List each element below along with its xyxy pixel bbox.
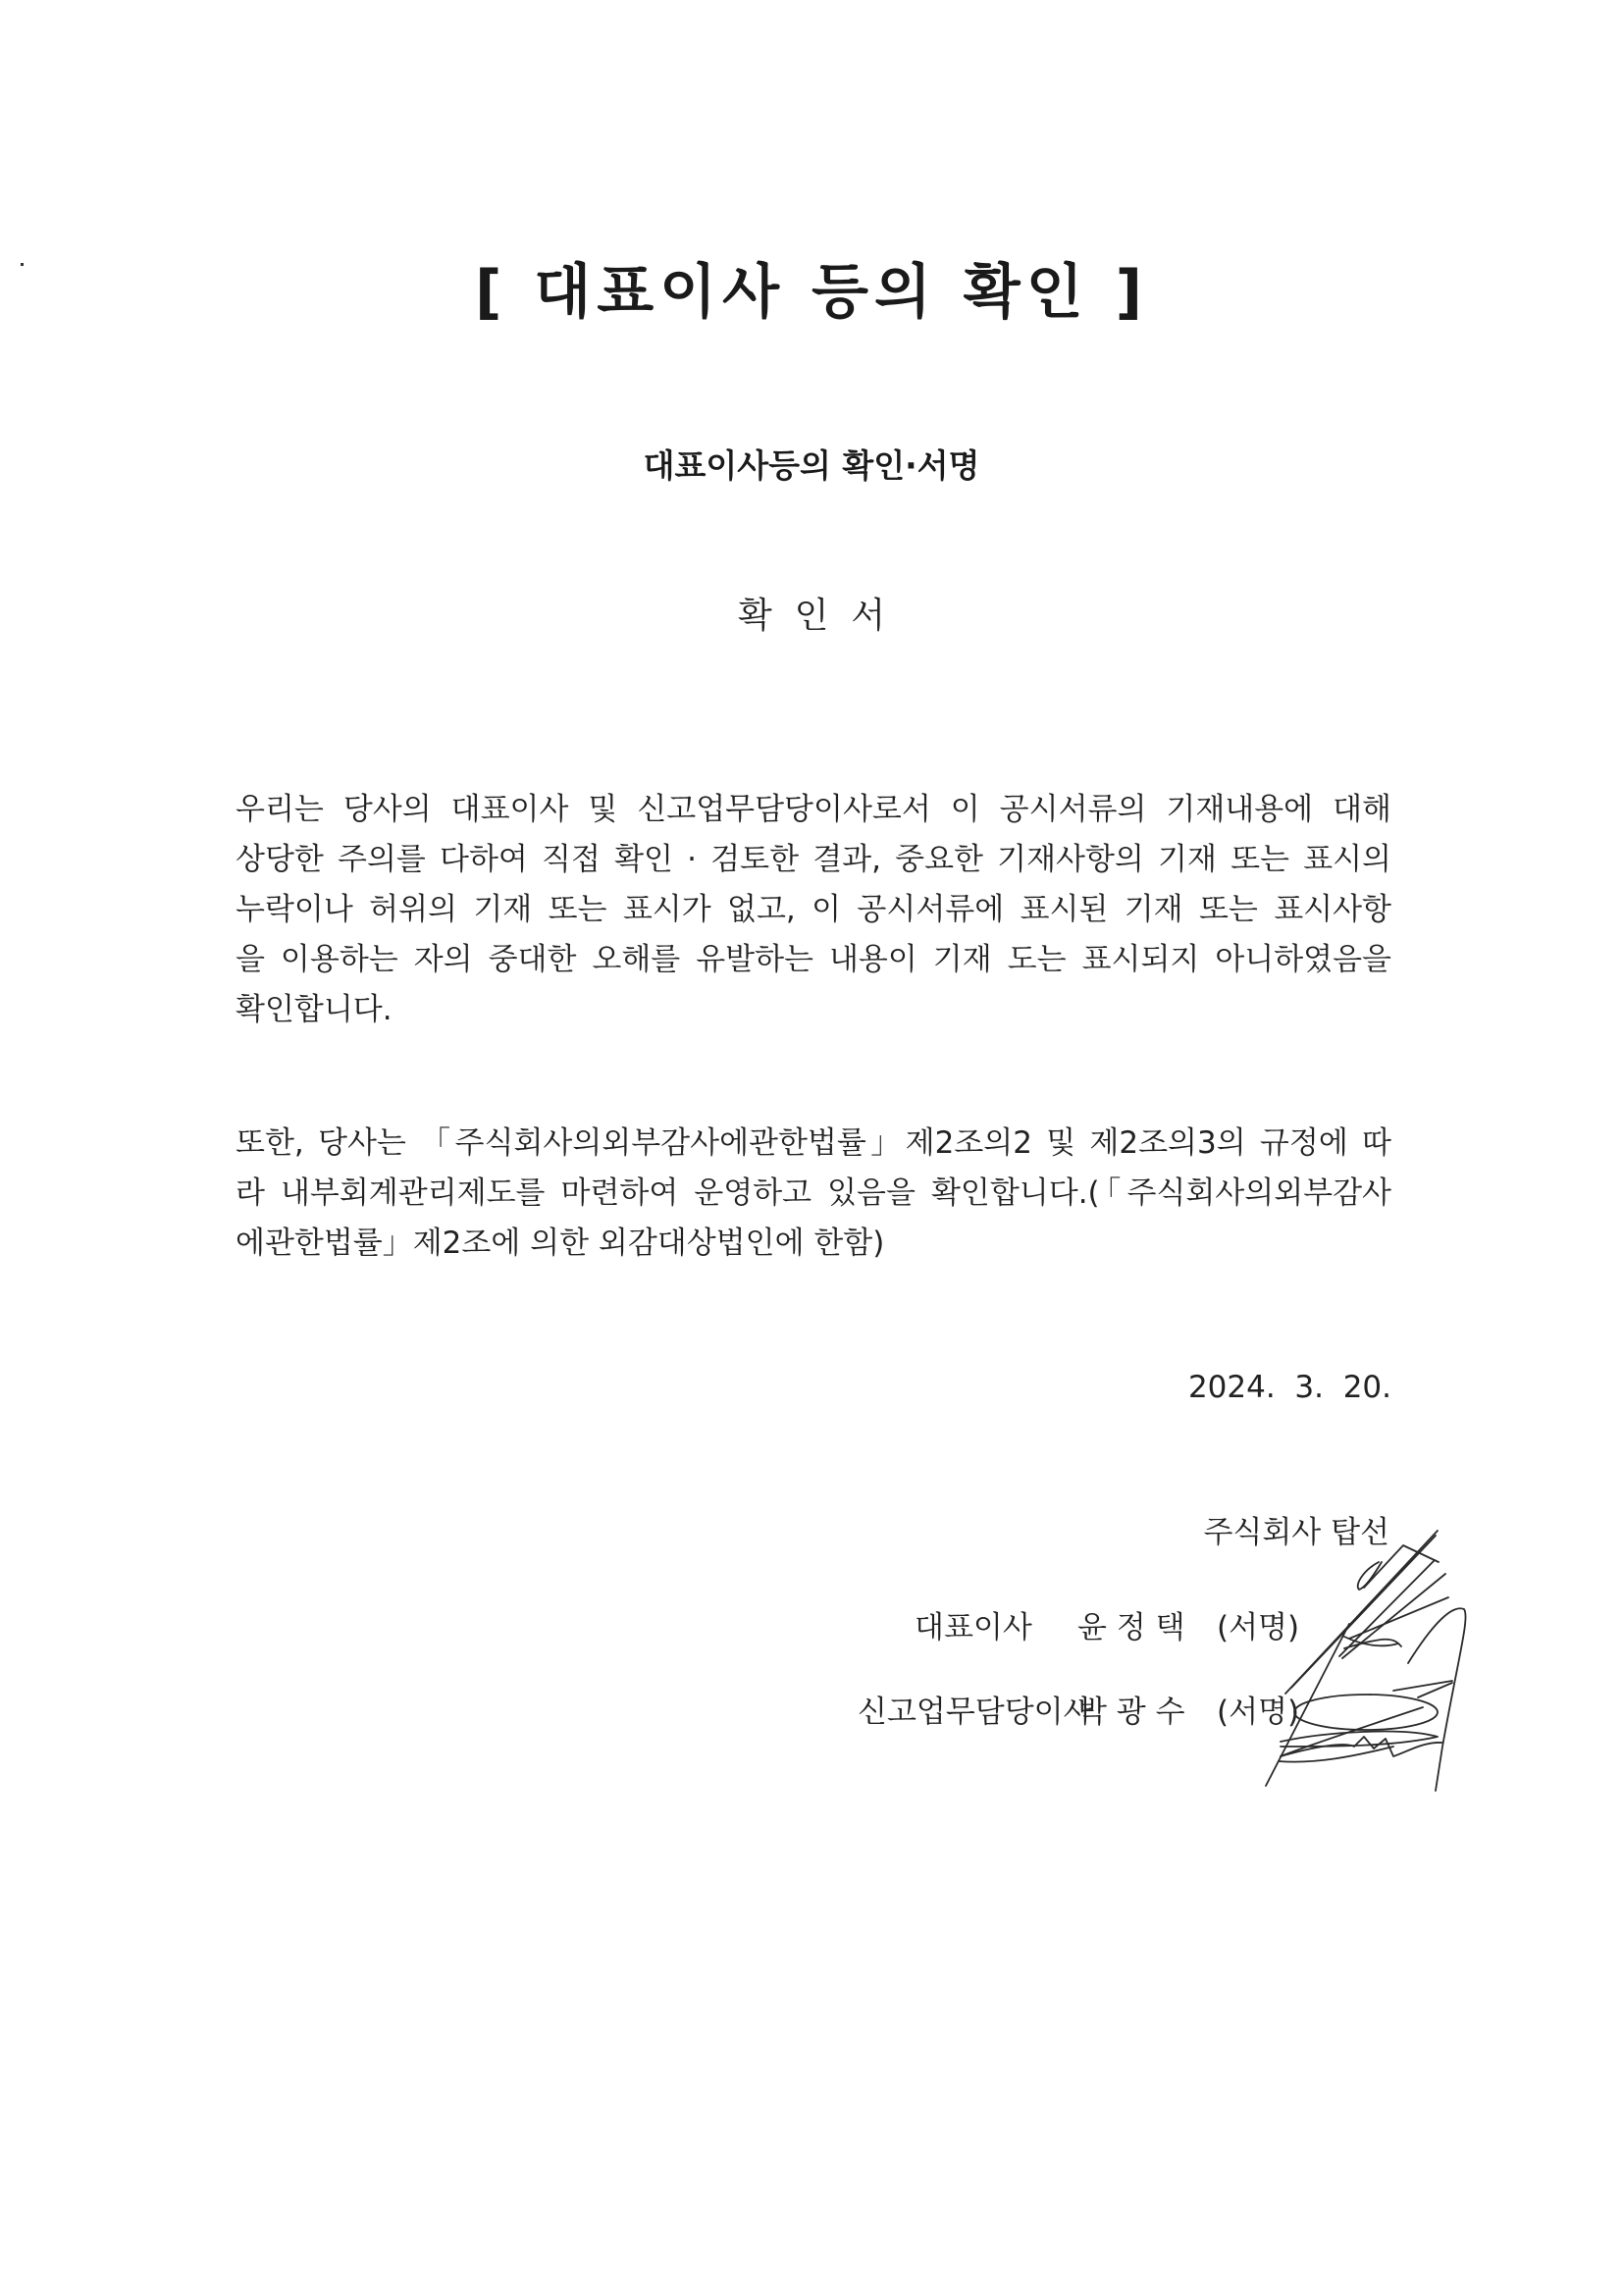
company-name: 주식회사 탑선 bbox=[1203, 1515, 1389, 1550]
internal-control-paragraph bbox=[236, 1119, 1391, 1269]
document-subtitle: 대표이사등의 확인·서명 bbox=[643, 446, 980, 485]
paragraph-line: 에관한법률」제2조에 의한 외감대상법인에 한함) bbox=[236, 1226, 885, 1261]
paragraph-line: 또한, 당사는 「주식회사의외부감사에관한법률」제2조의2 및 제2조의3의 규정에 따 bbox=[236, 1125, 1391, 1161]
confirmation-paragraph bbox=[236, 785, 1391, 1035]
document-title: [ 대표이사 등의 확인 ] bbox=[474, 258, 1149, 327]
signatory-role: 대표이사 bbox=[915, 1610, 1032, 1645]
signatory-name: 박 광 수 bbox=[1077, 1695, 1185, 1730]
paragraph-line: 라 내부회계관리제도를 마련하여 운영하고 있음을 확인합니다.(「주식회사의외부감사 bbox=[236, 1175, 1391, 1211]
paragraph-line: 확인합니다. bbox=[236, 992, 393, 1027]
certificate-heading: 확 인 서 bbox=[737, 596, 886, 636]
signature-placeholder: (서명) bbox=[1217, 1695, 1300, 1730]
signature-placeholder: (서명) bbox=[1217, 1610, 1300, 1645]
signatory-role: 신고업무담당이사 bbox=[858, 1695, 1093, 1730]
paragraph-line: 우리는 당사의 대표이사 및 신고업무담당이사로서 이 공시서류의 기재내용에 대해 bbox=[236, 792, 1391, 827]
signatory-name: 윤 정 택 bbox=[1077, 1610, 1185, 1645]
handwritten-signature-icon bbox=[1158, 1511, 1501, 1805]
paragraph-line: 상당한 주의를 다하여 직접 확인 · 검토한 결과, 중요한 기재사항의 기재 또는 표시의 bbox=[236, 842, 1391, 877]
signatory-row-disclosure-officer bbox=[0, 1688, 1623, 1737]
paragraph-line: 누락이나 허위의 기재 또는 표시가 없고, 이 공시서류에 표시된 기재 또는 표시사항 bbox=[236, 892, 1391, 927]
paragraph-line: 을 이용하는 자의 중대한 오해를 유발하는 내용이 기재 도는 표시되지 아니하였음을 bbox=[236, 942, 1391, 977]
signatory-row-ceo bbox=[0, 1603, 1623, 1652]
document-date: 2024. 3. 20. bbox=[1187, 1370, 1391, 1405]
